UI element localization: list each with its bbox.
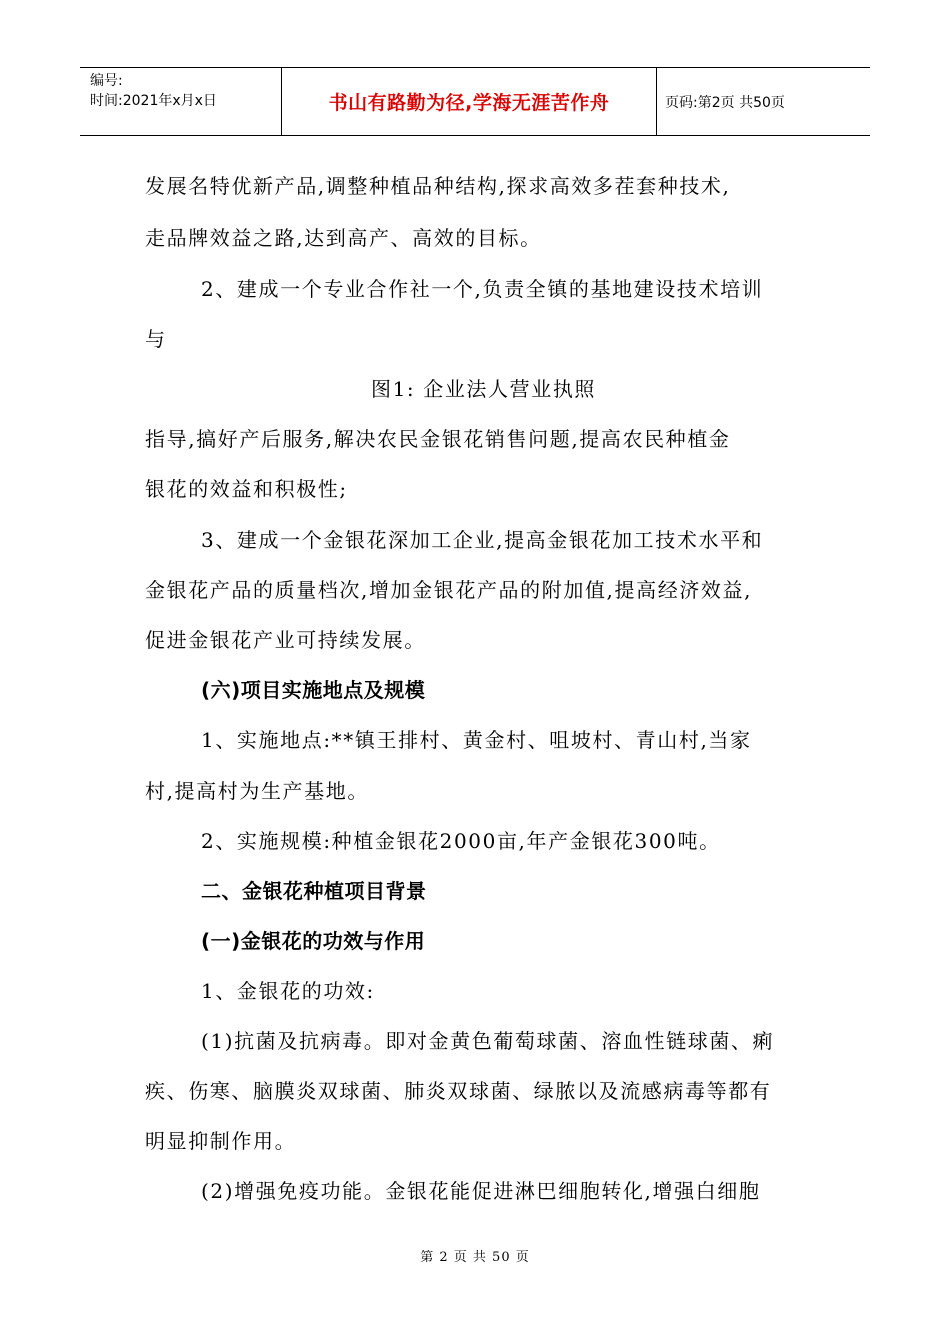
- page-footer: 第 2 页 共 50 页: [420, 1250, 530, 1265]
- body-line: 1、金银花的功效:: [201, 979, 375, 1003]
- document-number-label: 编号:: [90, 73, 123, 89]
- figure-caption: 图1: 企业法人营业执照: [371, 377, 597, 401]
- body-line: 疾、伤寒、脑膜炎双球菌、肺炎双球菌、绿脓以及流感病毒等都有: [145, 1079, 772, 1103]
- body-line: 银花的效益和积极性;: [145, 477, 348, 501]
- body-line: 3、建成一个金银花深加工企业,提高金银花加工技术水平和: [201, 528, 764, 552]
- document-date-label: 时间:2021年x月x日: [90, 93, 217, 109]
- body-line: 村,提高村为生产基地。: [145, 779, 369, 803]
- section-heading: (一)金银花的功效与作用: [201, 929, 426, 953]
- body-line: 1、实施地点:**镇王排村、黄金村、咀坡村、青山村,当家: [201, 728, 752, 752]
- body-line: 明显抑制作用。: [145, 1129, 297, 1153]
- section-heading: 二、金银花种植项目背景: [201, 879, 427, 903]
- body-line: 指导,搞好产后服务,解决农民金银花销售问题,提高农民种植金: [145, 427, 731, 451]
- body-line: 促进金银花产业可持续发展。: [145, 628, 426, 652]
- header-page-number: 页码:第2页 共50页: [665, 94, 785, 111]
- body-line: 发展名特优新产品,调整种植品种结构,探求高效多茬套种技术,: [145, 174, 731, 198]
- body-line: 2、建成一个专业合作社一个,负责全镇的基地建设技术培训: [201, 277, 764, 301]
- header-meta: [80, 68, 282, 135]
- body-line: (1)抗菌及抗病毒。即对金黄色葡萄球菌、溶血性链球菌、痢: [201, 1029, 775, 1053]
- section-heading: (六)项目实施地点及规模: [201, 678, 426, 702]
- page-header: [80, 67, 870, 136]
- body-line: 2、实施规模:种植金银花2000亩,年产金银花300吨。: [201, 829, 721, 853]
- header-motto: 书山有路勤为径,学海无涯苦作舟: [282, 68, 657, 135]
- body-line: 与: [145, 327, 167, 351]
- body-line: 走品牌效益之路,达到高产、高效的目标。: [145, 226, 542, 250]
- body-line: (2)增强免疫功能。金银花能促进淋巴细胞转化,增强白细胞: [201, 1179, 761, 1203]
- body-line: 金银花产品的质量档次,增加金银花产品的附加值,提高经济效益,: [145, 578, 753, 602]
